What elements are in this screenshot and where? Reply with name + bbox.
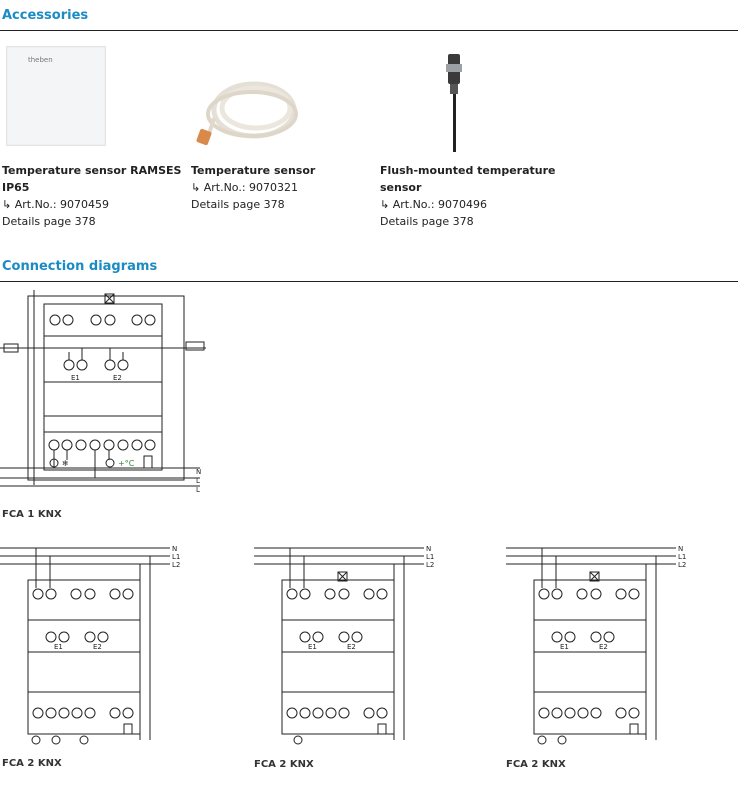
ramses-sensor-image [6, 46, 106, 146]
details-link: Details page 378 [380, 215, 474, 228]
line-label-l2: L2 [426, 561, 435, 569]
line-label-l1: L1 [172, 553, 181, 561]
line-label-n: N [426, 545, 432, 553]
details-link: Details page 378 [2, 215, 96, 228]
e1-label: E1 [308, 643, 317, 651]
line-label-l2: L2 [678, 561, 687, 569]
flush-sensor-image [440, 48, 470, 152]
arrow-icon: ↳ [2, 198, 12, 211]
e2-label: E2 [347, 643, 356, 651]
line-label-n: N [196, 468, 202, 476]
accessories-title: Accessories [2, 8, 89, 23]
line-label-l2: L2 [172, 561, 181, 569]
cable-sensor-image [192, 44, 302, 148]
accessory-flush-sensor [380, 162, 556, 230]
line-label-l1: L1 [678, 553, 687, 561]
e1-label: E1 [71, 374, 80, 382]
e1-label: E1 [54, 643, 63, 651]
e2-label: E2 [113, 374, 122, 382]
fca2-diagram-2 [254, 542, 439, 752]
e2-label: E2 [93, 643, 102, 651]
fca2-diagram-1 [0, 542, 185, 752]
line-label-l1: L [196, 477, 200, 485]
connection-title: Connection diagrams [2, 259, 158, 274]
e2-label: E2 [599, 643, 608, 651]
e1-label: E1 [560, 643, 569, 651]
accessory-ramses [2, 162, 181, 230]
accessory-name: Temperature sensor RAMSES [2, 164, 182, 177]
fca2-diagram-3 [506, 542, 691, 752]
line-label-l2: L [196, 486, 200, 494]
accessory-name-2: sensor [380, 181, 422, 194]
fca1-diagram [0, 290, 215, 500]
fca2-caption-2: FCA 2 KNX [254, 759, 314, 770]
line-label-n: N [678, 545, 684, 553]
fca1-caption: FCA 1 KNX [2, 509, 62, 520]
fca2-caption-1: FCA 2 KNX [2, 758, 62, 769]
article-number: Art.No.: 9070321 [203, 181, 299, 194]
details-link: Details page 378 [191, 198, 285, 211]
line-label-n: N [172, 545, 178, 553]
celsius-label: +°C [118, 459, 135, 468]
accessories-rule [0, 30, 738, 31]
accessory-name: Temperature sensor [191, 164, 316, 177]
connection-rule [0, 281, 738, 282]
article-number: Art.No.: 9070496 [392, 198, 488, 211]
article-number: Art.No.: 9070459 [14, 198, 110, 211]
arrow-icon: ↳ [380, 198, 390, 211]
svg-text:❄: ❄ [62, 459, 69, 468]
arrow-icon: ↳ [191, 181, 201, 194]
fca2-caption-3: FCA 2 KNX [506, 759, 566, 770]
line-label-l1: L1 [426, 553, 435, 561]
brand-logo: theben [28, 56, 53, 64]
accessory-temp-sensor [191, 162, 315, 213]
accessory-name: Flush-mounted temperature [380, 164, 556, 177]
accessory-name-2: IP65 [2, 181, 30, 194]
